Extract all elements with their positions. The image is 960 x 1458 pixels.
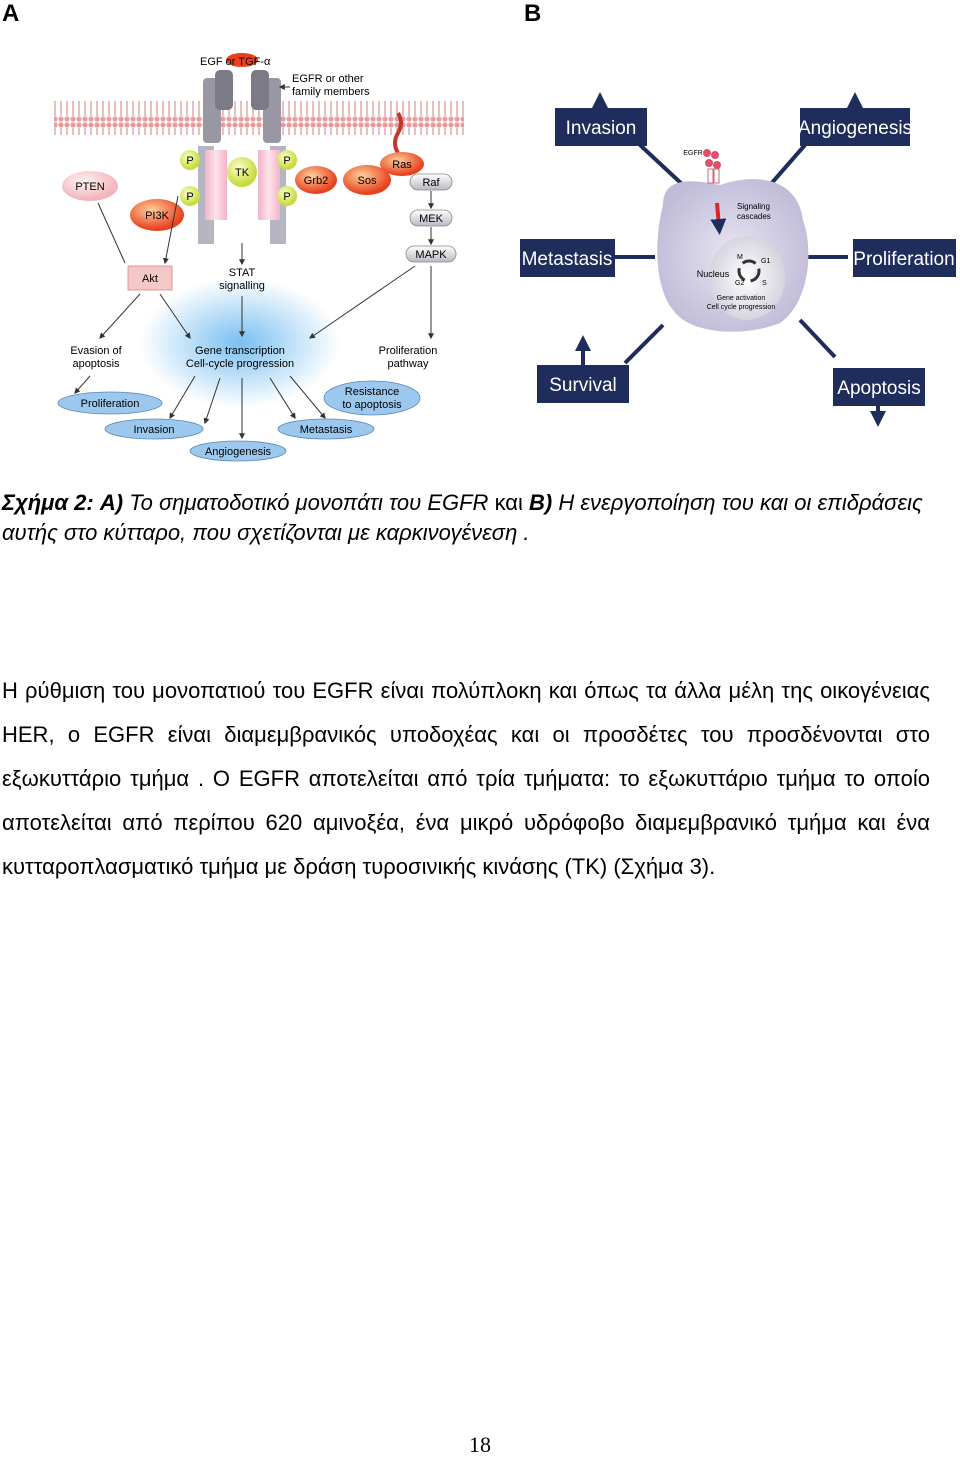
- caption-and: και: [494, 490, 523, 515]
- box-invasion-label: Invasion: [565, 118, 637, 139]
- panel-label-b: B: [524, 0, 542, 27]
- pi3k-label: PI3K: [145, 210, 169, 222]
- phase-s: S: [762, 280, 767, 287]
- egfr-effects-diagram: [515, 85, 960, 430]
- ligand-label: EGF or TGF-α: [200, 56, 271, 68]
- egfr-pathway-diagram: [40, 38, 480, 468]
- oval-resistance-label-2: to apoptosis: [342, 399, 402, 411]
- sos-label: Sos: [357, 175, 377, 187]
- nucleus-glow: [140, 278, 340, 408]
- panel-label-a: A: [2, 0, 20, 27]
- caption-b-text: Η ενεργοποίηση του και οι επιδράσεις αυτής στο κύτταρο, που σχετίζονται με καρκινογένεση .: [2, 490, 923, 545]
- mapk-label: MAPK: [415, 249, 447, 261]
- gene-activation-label-2: Cell cycle progression: [706, 304, 776, 311]
- caption-a-label: A): [99, 490, 124, 515]
- receptor-label-2: family members: [292, 86, 370, 98]
- mek-label: MEK: [419, 213, 443, 225]
- caption-a-text: Το σηματοδοτικό μονοπάτι του EGFR: [129, 490, 489, 515]
- grb2-label: Grb2: [303, 175, 329, 187]
- oval-invasion-label: Invasion: [133, 424, 175, 436]
- oval-angiogenesis-label: Angiogenesis: [204, 446, 272, 458]
- nucleus-label: Nucleus: [696, 269, 730, 279]
- caption-b-label: B): [529, 490, 553, 515]
- prolif-pathway-label-1: Proliferation: [378, 345, 438, 357]
- body-paragraph: [2, 669, 930, 889]
- signaling-label-1: Signaling: [737, 202, 770, 211]
- gene-activation-label-1: Gene activation: [716, 295, 766, 302]
- figure-caption: [2, 488, 932, 548]
- signaling-label-2: cascades: [737, 212, 771, 221]
- stat-label-2: signalling: [219, 280, 265, 292]
- phase-g2: G2: [735, 280, 745, 287]
- gene-transcription-label-1: Gene transcription: [195, 345, 285, 357]
- pten-label: PTEN: [75, 181, 105, 193]
- tk-label: TK: [234, 167, 250, 179]
- akt-label: Akt: [142, 273, 158, 285]
- raf-label: Raf: [422, 177, 440, 189]
- p-node-2: P: [186, 191, 194, 203]
- caption-label: Σχήμα 2:: [2, 490, 94, 515]
- evasion-label-1: Evasion of: [70, 345, 122, 357]
- phase-g1: G1: [761, 258, 771, 265]
- box-survival-label: Survival: [549, 375, 617, 396]
- box-apoptosis-label: Apoptosis: [837, 378, 921, 399]
- receptor-label-1: EGFR or other: [292, 73, 364, 85]
- gene-transcription-label-2: Cell-cycle progression: [185, 358, 295, 370]
- oval-metastasis-label: Metastasis: [299, 424, 353, 436]
- oval-proliferation-label: Proliferation: [80, 398, 140, 410]
- box-angiogenesis-label: Angiogenesis: [797, 118, 913, 139]
- box-metastasis-label: Metastasis: [521, 249, 613, 270]
- paragraph-text: Η ρύθμιση του μονοπατιού του EGFR είναι πολύπλοκη και όπως τα άλλα μέλη της οικογένειας HER, ο EGFR είναι διαμεμβρανικός υποδοχέας και οι προσδέτες του προσδένονται στο εξωκυττάριο τμήμα . Ο EGFR αποτελείται από τρία τμήματα: το εξωκυττάριο τμήμα το οποίο αποτελείται από περίπου 620 αμινοξέα, ένα μικρό υδρόφοβο διαμεμβρανικό τμήμα και ένα κυτταροπλασματικό τμήμα με δράση τυροσινικής κινάσης (TK) (Σχήμα 3).: [2, 678, 930, 879]
- oval-resistance-label-1: Resistance: [344, 386, 400, 398]
- page-number: 18: [469, 1432, 491, 1457]
- p-node-1: P: [186, 155, 194, 167]
- signal-arrow: [717, 203, 719, 227]
- ras-label: Ras: [392, 159, 412, 171]
- evasion-label-2: apoptosis: [72, 358, 120, 370]
- box-proliferation-label: Proliferation: [853, 249, 955, 270]
- phase-m: M: [737, 254, 743, 261]
- prolif-pathway-label-2: pathway: [387, 358, 429, 370]
- p-node-4: P: [283, 191, 291, 203]
- stat-label-1: STAT: [228, 267, 256, 279]
- p-node-3: P: [283, 155, 291, 167]
- egfr-receptor-b: [703, 149, 721, 183]
- egfr-label-b: EGFR: [683, 150, 703, 157]
